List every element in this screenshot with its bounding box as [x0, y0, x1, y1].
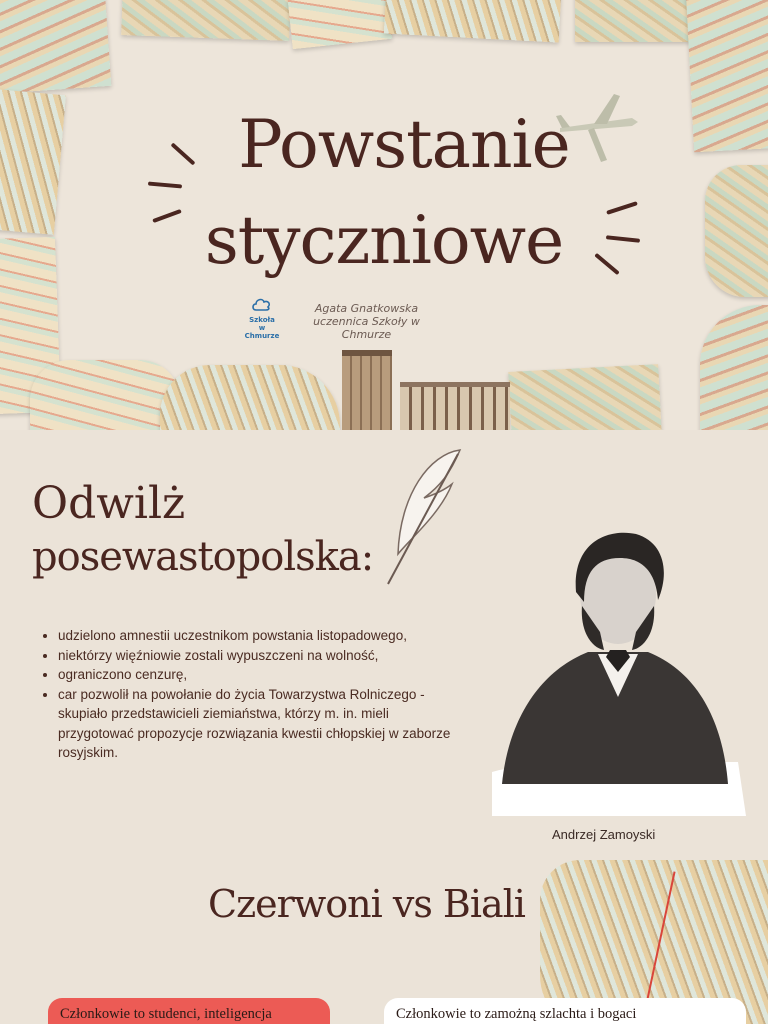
author-name: Agata Gnatkowska: [314, 302, 419, 315]
list-item: • udzielono amnestii uczestnikom powstania listopadowego,: [58, 626, 463, 646]
building-illustration: [342, 350, 392, 430]
building-illustration: [400, 382, 510, 430]
logo-text-1: Szkoła: [249, 316, 275, 324]
portrait-caption: Andrzej Zamoyski: [552, 827, 656, 842]
author-credit: [294, 302, 439, 341]
heading-line-2: posewastopolska:: [32, 534, 374, 580]
map-cutout: [575, 0, 690, 42]
map-cutout: [508, 364, 661, 430]
map-cutout: [0, 0, 111, 94]
map-cutout: [288, 0, 393, 49]
feather-icon: [380, 444, 470, 589]
list-item: • ograniczono cenzurę,: [58, 665, 463, 685]
reform-list: [44, 626, 463, 763]
title-line-2: styczniowe: [204, 202, 564, 279]
logo-text-2: w Chmurze: [244, 324, 280, 340]
heading-line-1: Odwilż: [32, 478, 186, 529]
map-cutout: [384, 0, 561, 43]
biali-box: Członkowie to zamożną szlachta i bogaci: [384, 998, 746, 1024]
school-logo: [242, 296, 282, 340]
cloud-icon: [251, 296, 273, 312]
section-title: Czerwoni vs Biali: [208, 882, 525, 926]
title-slide: [0, 0, 768, 430]
decor-stroke: [148, 182, 182, 189]
author-role: uczennica Szkoły w Chmurze: [313, 315, 420, 341]
portrait-andrzej-zamoyski: [488, 522, 748, 822]
title-line-1: Powstanie: [238, 106, 570, 183]
czerwoni-box: Członkowie to studenci, inteligencja: [48, 998, 330, 1024]
content-slide: [0, 430, 768, 1024]
list-item: • niektórzy więźniowie zostali wypuszczeni na wolność,: [58, 646, 463, 666]
list-item: • car pozwolił na powołanie do życia Towarzystwa Rolniczego - skupiało przedstawicieli ziemiaństwa, którzy m. in. mieli przygotować propozycje rozwiązania kwestii chłopskiej w zaborze rosyjskim.: [58, 685, 463, 763]
map-cutout: [121, 0, 291, 41]
map-cutout: [160, 365, 340, 430]
map-cutout: [700, 305, 768, 430]
map-cutout: [30, 360, 180, 430]
